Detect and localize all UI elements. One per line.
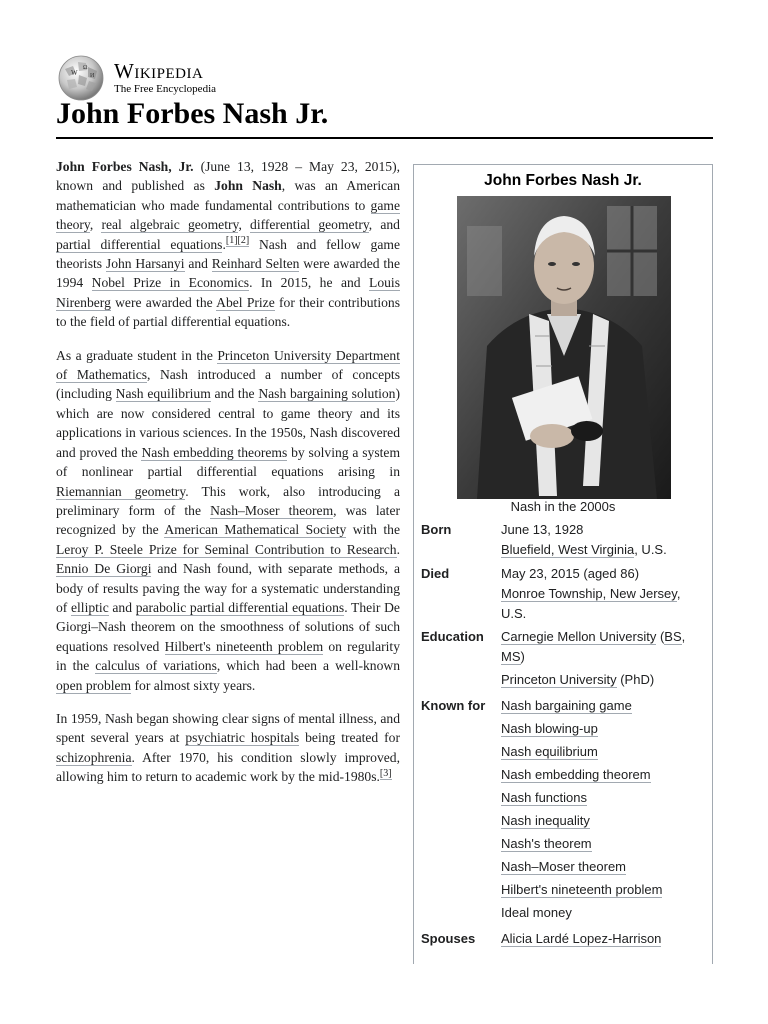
link-partial-differential-equations[interactable]: partial differential equations: [56, 236, 223, 252]
known-as-name: John Nash: [214, 178, 282, 194]
wikipedia-globe-icon: [56, 53, 106, 103]
infobox-row-spouses: [421, 929, 711, 952]
link-differential-geometry[interactable]: differential geometry: [250, 217, 369, 233]
link-hilberts-nineteenth-problem[interactable]: Hilbert's nineteenth problem: [164, 638, 324, 654]
known-for-item-plain: Ideal money: [501, 905, 572, 920]
paragraph-1: John Forbes Nash, Jr. (June 13, 1928 – May 23, 2015), known and published as John Nash, was an American mathematician who made fundamental contributions to game theory, real algebraic geometry, differential geometry, and partial differential equations.[1][2] Nash and fellow game theorists John Harsanyi and Reinhard Selten were awarded the 1994 Nobel Prize in Economics. In 2015, he and Louis Nirenberg were awarded the Abel Prize for their contributions to the field of partial differential equations.: [56, 159, 401, 330]
svg-text:Ω: Ω: [83, 65, 88, 71]
link-nash-embedding-theorems[interactable]: Nash embedding theorems: [141, 444, 288, 460]
link-spouse-alicia[interactable]: Alicia Lardé Lopez-Harrison: [501, 931, 662, 946]
education-label: Education: [421, 629, 484, 644]
wikipedia-wordmark: [114, 60, 216, 96]
known-for-item[interactable]: Nash blowing-up: [501, 721, 598, 736]
link-princeton-university[interactable]: Princeton University: [501, 672, 617, 687]
spouses-value: [501, 929, 707, 952]
wordmark-tagline: The Free Encyclopedia: [114, 83, 217, 95]
education-value: Carnegie Mellon University (BS, MS) Princeton University (PhD): [501, 629, 686, 687]
born-date: June 13, 1928: [501, 522, 584, 537]
infobox-row-died: [421, 564, 711, 624]
photo-caption: Nash in the 2000s: [510, 499, 616, 514]
known-for-label: Known for: [421, 698, 486, 713]
known-for-item[interactable]: Nash–Moser theorem: [501, 859, 626, 874]
link-nash-bargaining-solution[interactable]: Nash bargaining solution: [258, 386, 396, 402]
paragraph-2: As a graduate student in the Princeton University Department of Mathematics, Nash introduced a number of concepts (including Nash equilibrium and the Nash bargaining solution) which are now considered central to game theory and its applications in various sciences. In the 1950s, Nash discovered and proved the Nash embedding theorems by solving a system of nonlinear partial differential equations arising in Riemannian geometry. This work, also introducing a preliminary form of the Nash–Moser theorem, was later recognized by the American Mathematical Society with the Leroy P. Steele Prize for Seminal Contribution to Research. Ennio De Giorgi and Nash found, with separate methods, a body of results paving the way for a systematic understanding of elliptic and parabolic partial differential equations. Their De Giorgi–Nash theorem on the smoothness of solutions of such equations resolved Hilbert's nineteenth problem on regularity in the calculus of variations, which had been a well-known open problem for almost sixty years.: [56, 347, 401, 693]
link-bluefield[interactable]: Bluefield, West Virginia: [501, 542, 635, 557]
link-calculus-of-variations[interactable]: calculus of variations: [95, 658, 217, 674]
infobox-row-known-for: [421, 696, 711, 926]
link-game-theory[interactable]: game theory: [56, 197, 400, 233]
title-divider: [56, 137, 713, 139]
known-for-item[interactable]: Nash embedding theorem: [501, 767, 651, 782]
portrait-image: [457, 196, 671, 499]
link-open-problem[interactable]: open problem: [56, 677, 132, 693]
known-for-item[interactable]: Nash functions: [501, 790, 587, 805]
paragraph-3: In 1959, Nash began showing clear signs of mental illness, and spent several years at psychiatric hospitals being treated for schizophrenia. After 1970, his condition slowly improved, allowing him to return to academic work by the mid-1980s.[3]: [56, 710, 400, 785]
infobox: [413, 164, 713, 964]
reference-1-2[interactable]: [1][2]: [225, 235, 250, 247]
link-parabolic-pde[interactable]: parabolic partial differential equations: [135, 599, 345, 615]
died-date: May 23, 2015 (aged 86): [501, 566, 640, 581]
known-for-item[interactable]: Nash equilibrium: [501, 744, 598, 759]
spouses-label: Spouses: [421, 931, 476, 946]
wordmark-title: Wikipedia: [114, 59, 204, 83]
died-label: Died: [421, 566, 450, 581]
page-title: John Forbes Nash Jr.: [56, 97, 329, 130]
reference-3[interactable]: [3]: [379, 767, 392, 779]
infobox-row-born: [421, 520, 711, 560]
infobox-title: John Forbes Nash Jr.: [484, 172, 642, 189]
known-for-item[interactable]: Nash inequality: [501, 813, 590, 828]
link-reinhard-selten[interactable]: Reinhard Selten: [211, 256, 300, 272]
link-riemannian-geometry[interactable]: Riemannian geometry: [56, 483, 186, 499]
born-value: June 13, 1928 Bluefield, West Virginia, U.S.: [501, 520, 707, 560]
link-real-algebraic-geometry[interactable]: real algebraic geometry: [101, 217, 239, 233]
link-monroe-township[interactable]: Monroe Township, New Jersey: [501, 586, 677, 601]
link-ennio-de-giorgi[interactable]: Ennio De Giorgi: [56, 561, 152, 577]
svg-text:W: W: [71, 69, 78, 77]
link-bs[interactable]: BS: [664, 629, 682, 644]
svg-text:И: И: [90, 73, 95, 79]
link-ams[interactable]: American Mathematical Society: [164, 522, 347, 538]
link-princeton-math-dept[interactable]: Princeton University Department of Mathematics: [56, 347, 400, 383]
wikipedia-logo[interactable]: [56, 53, 216, 103]
known-for-item[interactable]: Hilbert's nineteenth problem: [501, 882, 663, 897]
link-nash-equilibrium[interactable]: Nash equilibrium: [115, 386, 211, 402]
born-label: Born: [421, 522, 452, 537]
portrait-photo[interactable]: [457, 196, 671, 499]
link-john-harsanyi[interactable]: John Harsanyi: [105, 256, 185, 272]
known-for-item[interactable]: Nash bargaining game: [501, 698, 632, 713]
lead-name: John Forbes Nash, Jr.: [56, 159, 194, 174]
known-for-list: [501, 696, 707, 926]
link-steele-prize[interactable]: Leroy P. Steele Prize for Seminal Contribution to Research: [56, 541, 397, 557]
link-psychiatric-hospitals[interactable]: psychiatric hospitals: [185, 730, 300, 746]
link-elliptic[interactable]: elliptic: [70, 599, 109, 615]
link-schizophrenia[interactable]: schizophrenia: [56, 749, 132, 765]
infobox-row-education: [421, 627, 711, 693]
link-carnegie-mellon[interactable]: Carnegie Mellon University: [501, 629, 657, 644]
link-louis-nirenberg[interactable]: Louis Nirenberg: [56, 275, 400, 310]
known-for-item[interactable]: Nash's theorem: [501, 836, 592, 851]
link-nobel-prize-economics[interactable]: Nobel Prize in Economics: [91, 275, 250, 291]
link-nash-moser-theorem[interactable]: Nash–Moser theorem: [210, 502, 334, 518]
link-ms[interactable]: MS: [501, 649, 521, 664]
died-value: May 23, 2015 (aged 86) Monroe Township, New Jersey, U.S.: [501, 564, 707, 624]
article-body: [56, 157, 400, 801]
link-abel-prize[interactable]: Abel Prize: [216, 294, 275, 310]
